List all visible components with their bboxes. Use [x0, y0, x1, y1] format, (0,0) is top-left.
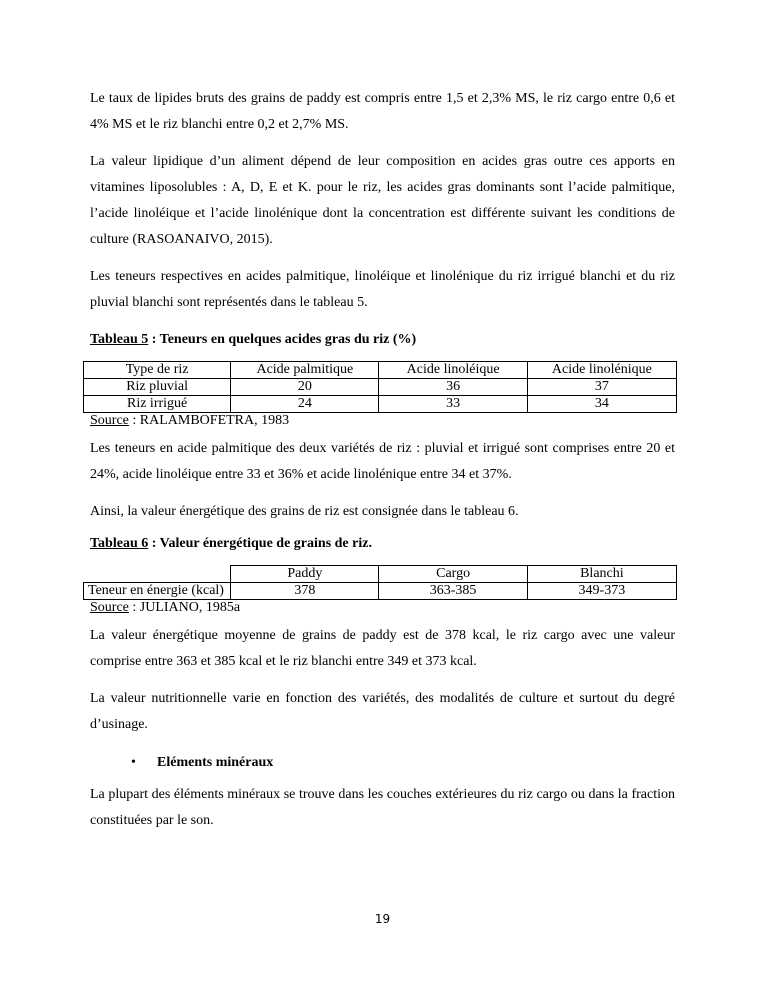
table-cell: 20	[231, 379, 379, 396]
table6-header-blanchi: Blanchi	[527, 566, 676, 583]
paragraph-nutrition: La valeur nutritionnelle varie en fonction des variétés, des modalités de culture et surtout du degré d’usinage.	[90, 691, 675, 732]
table-header-row	[84, 362, 677, 379]
table5-source-text: : RALAMBOFETRA, 1983	[128, 413, 290, 428]
table5-source	[90, 413, 675, 429]
table5-header-linolenic: Acide linolénique	[527, 362, 676, 379]
table5-caption-text: : Teneurs en quelques acides gras du riz (%)	[148, 332, 417, 347]
table6-header-blank	[84, 566, 231, 583]
table5-caption-label: Tableau 5	[90, 332, 149, 347]
paragraph-lipid-value: La valeur lipidique d’un aliment dépend de leur composition en acides gras outre ces apports en vitamines liposolubles : A, D, E et K. pour le riz, les acides gras dominants sont l’acide palmitique, l’acide linoléique et l’acide linolénique dont la concentration est différente suivant les conditions de culture (RASOANAIVO, 2015).	[90, 154, 675, 247]
table6-source-label: Source	[90, 600, 129, 615]
table-header-row	[84, 566, 677, 583]
table-cell: Teneur en énergie (kcal)	[84, 583, 231, 600]
paragraph-energy-intro: Ainsi, la valeur énergétique des grains de riz est consignée dans le tableau 6.	[90, 504, 519, 519]
table-cell: 36	[379, 379, 527, 396]
table6-caption-label: Tableau 6	[90, 536, 149, 551]
table-cell: 349-373	[527, 583, 676, 600]
table5-header-palmitic: Acide palmitique	[231, 362, 379, 379]
table6-energy	[83, 565, 677, 600]
paragraph-fatty-acids-summary: Les teneurs en acide palmitique des deux variétés de riz : pluvial et irrigué sont comprises entre 20 et 24%, acide linoléique entre 33 et 36% et acide linolénique entre 34 et 37%.	[90, 441, 675, 482]
table6-source-text: : JULIANO, 1985a	[128, 600, 241, 615]
table6-caption-text: : Valeur énergétique de grains de riz.	[148, 536, 372, 551]
table-cell: 34	[527, 396, 676, 413]
table-cell: 37	[527, 379, 676, 396]
paragraph-energy-summary: La valeur énergétique moyenne de grains de paddy est de 378 kcal, le riz cargo avec une valeur comprise entre 363 et 385 kcal et le riz blanchi entre 349 et 373 kcal.	[90, 628, 675, 669]
paragraph-lipid-rates: Le taux de lipides bruts des grains de paddy est compris entre 1,5 et 2,3% MS, le riz cargo entre 0,6 et 4% MS et le riz blanchi entre 0,2 et 2,7% MS.	[90, 91, 675, 132]
table6-header-paddy: Paddy	[231, 566, 379, 583]
table5-header-linoleic: Acide linoléique	[379, 362, 527, 379]
table5-source-label: Source	[90, 413, 129, 428]
table5-header-type: Type de riz	[84, 362, 231, 379]
table-cell: 363-385	[379, 583, 527, 600]
table-cell: 33	[379, 396, 527, 413]
table-row	[84, 396, 677, 413]
table6-source	[90, 600, 675, 616]
table5-fatty-acids	[83, 361, 677, 413]
table-cell: Riz pluvial	[84, 379, 231, 396]
table6-header-cargo: Cargo	[379, 566, 527, 583]
table6-caption	[90, 534, 675, 554]
bullet-minerals	[90, 753, 675, 773]
table-cell: Riz irrigué	[84, 396, 231, 413]
document-page	[90, 86, 675, 834]
page-number: 19	[374, 912, 391, 926]
bullet-icon: •	[131, 755, 136, 770]
table-row	[84, 379, 677, 396]
table-cell: 378	[231, 583, 379, 600]
paragraph-minerals: La plupart des éléments minéraux se trouve dans les couches extérieures du riz cargo ou dans la fraction constituées par le son.	[90, 787, 675, 828]
paragraph-fatty-acids-intro: Les teneurs respectives en acides palmitique, linoléique et linolénique du riz irrigué blanchi et du riz pluvial blanchi sont représentés dans le tableau 5.	[90, 269, 675, 310]
table5-caption	[90, 330, 675, 350]
bullet-minerals-text: Eléments minéraux	[157, 755, 274, 770]
table-cell: 24	[231, 396, 379, 413]
table-row	[84, 583, 677, 600]
